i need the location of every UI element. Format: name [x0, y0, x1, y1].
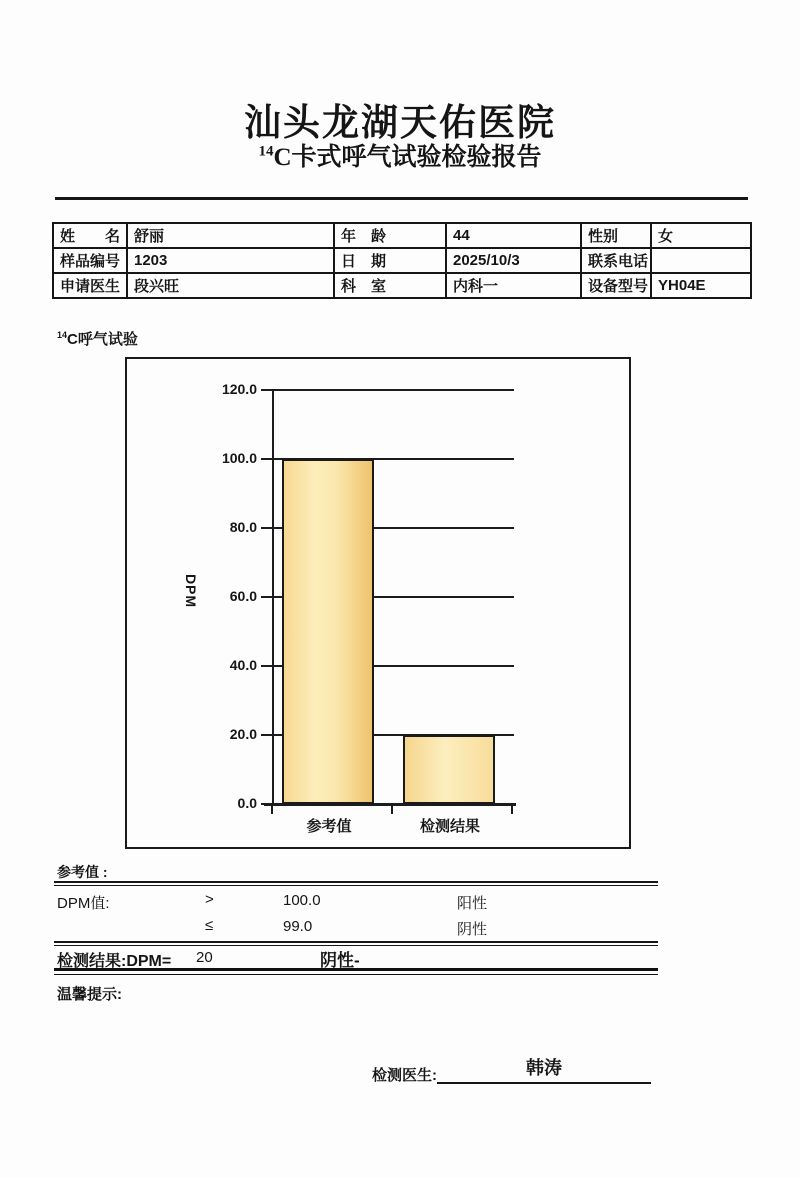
table-row	[53, 223, 751, 248]
department-label: 科 室	[334, 273, 446, 298]
y-tick-mark	[261, 734, 274, 736]
negative-threshold-value: 99.0	[283, 918, 313, 935]
gender-value: 女	[651, 223, 751, 248]
y-tick-mark	[261, 596, 274, 598]
x-category-label: 检测结果	[419, 818, 480, 835]
device-model-label: 设备型号	[581, 273, 651, 298]
doctor-signature-line	[437, 1054, 651, 1084]
y-tick-label: 60.0	[229, 588, 257, 604]
gender-label: 性别	[581, 223, 651, 248]
age-value: 44	[446, 223, 581, 248]
date-value: 2025/10/3	[446, 248, 581, 273]
y-tick-mark	[261, 389, 274, 391]
department-value: 内科一	[446, 273, 581, 298]
x-tick-mark	[511, 806, 513, 814]
name-label: 姓 名	[53, 223, 127, 248]
x-tick-mark	[391, 806, 393, 814]
y-tick-label: 100.0	[221, 450, 257, 466]
phone-label: 联系电话	[581, 248, 651, 273]
bar-reference	[282, 459, 374, 804]
dpm-ref-label: DPM值:	[57, 895, 110, 912]
sample-id-value: 1203	[127, 248, 334, 273]
x-tick-mark	[271, 806, 273, 814]
reference-heading: 参考值 :	[57, 864, 108, 880]
y-axis-title: DPM	[183, 573, 199, 609]
result-divider	[54, 968, 658, 975]
reference-divider-top	[54, 881, 658, 886]
report-subtitle-text: C卡式呼气试验检验报告	[273, 144, 542, 171]
sample-id-label: 样品编号	[53, 248, 127, 273]
test-doctor-label: 检测医生:	[372, 1067, 437, 1084]
hospital-title: 汕头龙湖天佑医院	[244, 103, 556, 144]
y-tick-label: 0.0	[237, 795, 257, 811]
negative-result-label: 阴性	[457, 921, 488, 938]
report-subtitle	[0, 137, 800, 173]
y-tick-mark	[261, 665, 274, 667]
tips-label: 温馨提示:	[57, 986, 122, 1003]
doctor-signature-name: 韩涛	[526, 1058, 562, 1078]
device-model-value: YH04E	[651, 273, 751, 298]
y-tick-label: 120.0	[221, 381, 257, 397]
gridline	[274, 389, 514, 391]
header-divider	[55, 197, 748, 200]
phone-value	[651, 248, 751, 273]
bar-result	[403, 735, 495, 804]
y-tick-mark	[261, 527, 274, 529]
y-tick-label: 20.0	[229, 726, 257, 742]
doctor-request-value: 段兴旺	[127, 273, 334, 298]
x-category-label: 参考值	[306, 818, 352, 835]
table-row	[53, 273, 751, 298]
name-value: 舒丽	[127, 223, 334, 248]
test-result-value: 20	[196, 949, 213, 966]
doctor-request-label: 申请医生	[53, 273, 127, 298]
test-result-verdict: 阴性-	[320, 951, 360, 970]
dpm-bar-chart	[125, 357, 631, 849]
date-label: 日 期	[334, 248, 446, 273]
y-tick-mark	[261, 458, 274, 460]
table-row	[53, 248, 751, 273]
positive-result-label: 阳性	[457, 895, 488, 912]
patient-info-table	[52, 222, 752, 299]
isotope-superscript: 14	[57, 330, 68, 340]
age-label: 年 龄	[334, 223, 446, 248]
greater-than-operator: >	[205, 891, 214, 908]
breath-test-section-text: C呼气试验	[67, 331, 138, 348]
y-tick-mark	[261, 803, 274, 805]
positive-threshold-value: 100.0	[283, 892, 321, 909]
breath-test-section-label	[57, 328, 138, 349]
isotope-superscript: 14	[258, 143, 274, 160]
y-tick-label: 80.0	[229, 519, 257, 535]
test-result-label: 检测结果:DPM=	[57, 953, 172, 970]
y-tick-label: 40.0	[229, 657, 257, 673]
less-equal-operator: ≤	[205, 917, 214, 934]
